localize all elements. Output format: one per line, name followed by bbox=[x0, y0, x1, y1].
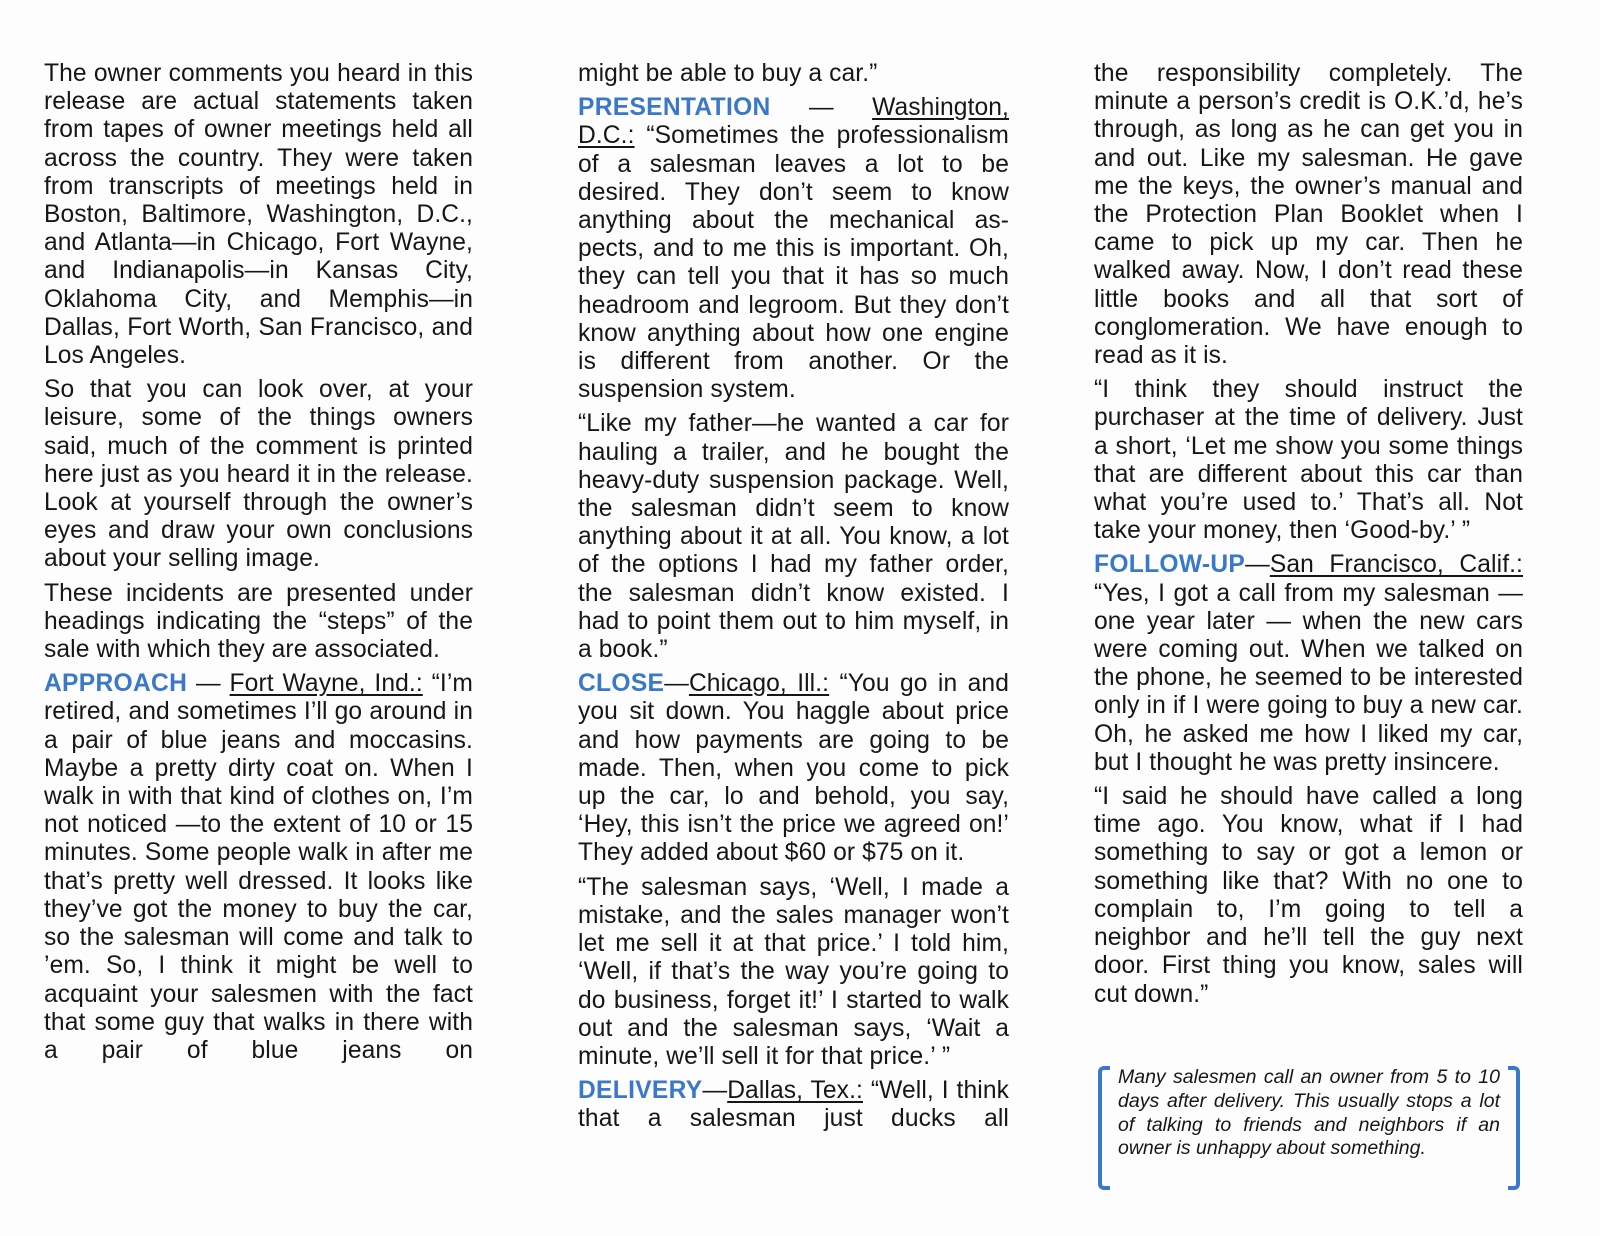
left-bracket bbox=[1098, 1066, 1110, 1190]
salesman-paragraph: “The salesman says, ‘Well, I made a mistake, and the sales manager won’t let me sell it at that price.’ I told him, ‘Well, if that’s the way you’re going to do business, forget it!’ I started to walk out and the salesman says, ‘Wait a minute, we’ll sell it for that price.’ ” bbox=[578, 873, 1009, 1070]
column-2 bbox=[578, 60, 1009, 1134]
lemon-paragraph: “I said he should have called a long time ago. You know, what if I had something to say or got a lemon or something like that? With no one to complain to, I’m going to tell a neighbor and he’ll tell the guy next door. First thing you know, sales will cut down.” bbox=[1094, 783, 1523, 1008]
callout-text: Many salesmen call an owner from 5 to 10 days after delivery. This usually stops a lot of talking to friends and neighbors if an owner is unhappy about something. bbox=[1118, 1066, 1500, 1160]
father-paragraph: “Like my father—he wanted a car for hauling a trailer, and he bought the heavy-duty suspension package. Well, the salesman didn’t seem to know anything about it at all. You know, a lot of the options I had my father order, the salesman didn’t know existed. I had to point them out to him myself, in a book.” bbox=[578, 410, 1009, 664]
purpose-paragraph: So that you can look over, at your leisure, some of the things owners said, much of the comment is printed here just as you heard it in the release. Look at yourself through the owner’s eyes and draw your own conclusions about your selling image. bbox=[44, 376, 473, 573]
column-3 bbox=[1094, 60, 1523, 1015]
followup-section bbox=[1094, 551, 1523, 777]
presentation-section bbox=[578, 94, 1009, 404]
dash: — bbox=[664, 670, 689, 698]
close-text: “You go in and you sit down. You haggle about price and how payments are going to be made. Then, when you come to pick up the car, lo and behold, you say, ‘Hey, this isn’t the price we agreed on!’ They added about $60 or $75 on it. bbox=[578, 670, 1009, 867]
presentation-location: Washington, D.C.: bbox=[578, 94, 1009, 150]
followup-location: San Francisco, Calif.: bbox=[1269, 551, 1523, 579]
approach-text: “I’m retired, and sometimes I’ll go around in a pair of blue jeans and moccasins. Maybe a pretty dirty coat on. When I walk in with that kind of clothes on, I’m not noticed —to the extent of 10 or 15 minutes. Some people walk in after me that’s pretty well dressed. It looks like they’ve got the money to buy the car, so the salesman will come and talk to ’em. So, I think it might be well to acquaint your salesmen with the fact that some guy that walks in there with a pair of blue jeans on bbox=[44, 670, 473, 1064]
dash: — bbox=[187, 670, 230, 698]
followup-text: “Yes, I got a call from my salesman — one year later — when the new cars were coming out. When we talked on the phone, he seemed to be interested only in if I were going to buy a new car. Oh, he asked me how I liked my car, but I thought he was pretty insincere. bbox=[1094, 579, 1523, 776]
column-1 bbox=[44, 60, 473, 1065]
intro-paragraph: The owner comments you heard in this release are actual statements taken from tapes of owner meetings held all across the country. They were taken from transcripts of meetings held in Boston, Baltimore, Washington, D.C., and Atlanta—in Chicago, Fort Wayne, and Indianapolis—in Kansas City, Oklahoma City, and Memphis—in Dallas, Fort Worth, San Francisco, and Los Angeles. bbox=[44, 60, 473, 370]
dash: — bbox=[702, 1077, 728, 1105]
approach-location: Fort Wayne, Ind.: bbox=[229, 670, 423, 698]
presentation-text: “Sometimes the professionalism of a salesman leaves a lot to be desired. They don’t seem to know anything about the mechanical aspects, and to me this is important. Oh, they can tell you that it has so much headroom and legroom. But they don’t know anything about how one engine is different from another. Or the suspension system. bbox=[578, 122, 1009, 404]
callout-box bbox=[1098, 1066, 1520, 1190]
presentation-heading: PRESENTATION bbox=[578, 94, 771, 122]
dash: — bbox=[1245, 551, 1270, 579]
delivery-continuation: the responsibility completely. The minute a person’s credit is O.K.’d, he’s through, as long as he can get you in and out. Like my salesman. He gave me the keys, the owner’s manual and the Protection Plan Booklet when I came to pick up my car. Then he walked away. Now, I don’t read these little books and all that sort of conglomeration. We have enough to read as it is. bbox=[1094, 60, 1523, 370]
approach-heading: APPROACH bbox=[44, 670, 188, 698]
delivery-section bbox=[578, 1077, 1009, 1133]
delivery-location: Dallas, Tex.: bbox=[727, 1077, 863, 1105]
close-location: Chicago, Ill.: bbox=[688, 670, 830, 698]
dash: — bbox=[770, 94, 873, 122]
approach-continuation: might be able to buy a car.” bbox=[578, 60, 878, 87]
close-section bbox=[578, 670, 1009, 867]
approach-section bbox=[44, 670, 473, 1065]
close-heading: CLOSE bbox=[578, 670, 665, 698]
headings-paragraph: These incidents are presented under headings indicating the “steps” of the sale with which they are associated. bbox=[44, 579, 473, 664]
instruct-paragraph: “I think they should instruct the purchaser at the time of delivery. Just a short, ‘Let me show you some things that are different about this car than what you’re used to.’ That’s all. Not take your money, then ‘Good-by.’ ” bbox=[1094, 376, 1523, 545]
followup-heading: FOLLOW-UP bbox=[1094, 551, 1246, 579]
delivery-heading: DELIVERY bbox=[578, 1077, 703, 1105]
right-bracket bbox=[1508, 1066, 1520, 1190]
delivery-text: “Well, I think that a salesman just ducks all bbox=[578, 1077, 1009, 1133]
